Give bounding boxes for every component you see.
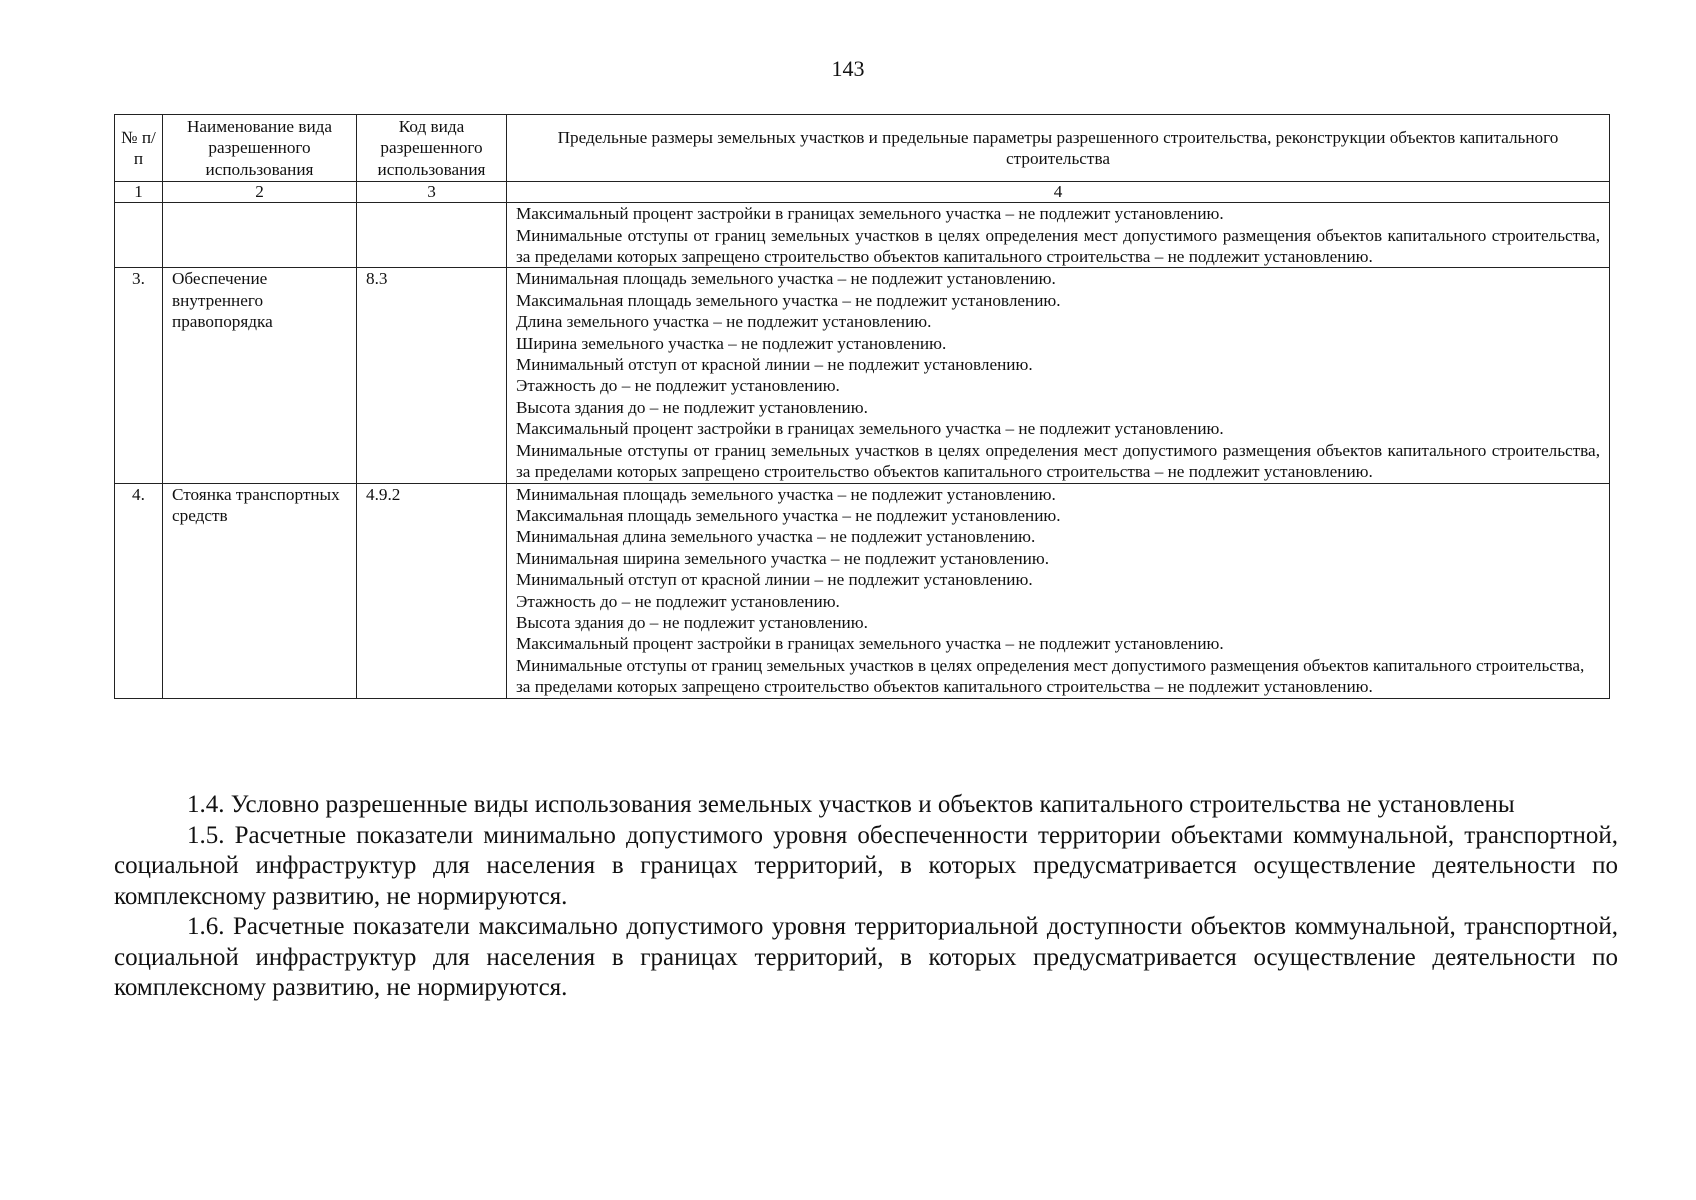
paragraph-1-6: 1.6. Расчетные показатели максимально допустимого уровня территориальной доступности объектов коммунальной, транспортной, социальной инфраструктур для населения в границах территорий, в которых предусматривается осуществление деятельности по комплексному развитию, не нормируются. <box>114 913 1618 1001</box>
param-line: Минимальная длина земельного участка – не подлежит установлению. <box>516 527 1036 547</box>
row-name-cell <box>163 203 357 268</box>
param-line: Максимальный процент застройки в границах земельного участка – не подлежит установлению. <box>516 419 1224 439</box>
paragraph-1-5: 1.5. Расчетные показатели минимально допустимого уровня обеспеченности территории объектами коммунальной, транспортной, социальной инфраструктур для населения в границах территорий, в которых предусматривается осуществление деятельности по комплексному развитию, не нормируются. <box>114 821 1618 910</box>
param-line: Длина земельного участка – не подлежит установлению. <box>516 312 932 332</box>
param-line: Максимальный процент застройки в границах земельного участка – не подлежит установлению. <box>516 634 1224 654</box>
param-line: Максимальный процент застройки в границах земельного участка – не подлежит установлению. <box>516 204 1224 224</box>
param-line: Максимальная площадь земельного участка – не подлежит установлению. <box>516 505 1061 525</box>
land-use-regulations-table <box>114 114 1610 699</box>
row-name-cell: Стоянка транспортных средств <box>163 483 357 698</box>
param-line: Высота здания до – не подлежит установлению. <box>516 397 868 417</box>
row-params-cell <box>507 203 1610 268</box>
param-line: Максимальная площадь земельного участка – не подлежит установлению. <box>516 290 1061 310</box>
row-code-cell <box>357 203 507 268</box>
param-line: Минимальные отступы от границ земельных участков в целях определения мест допустимого размещения объектов капитального строительства, за пределами которых запрещено строительство объектов капитального строительства – не подлежит установлению. <box>516 655 1585 697</box>
param-line: Минимальная ширина земельного участка – не подлежит установлению. <box>516 548 1050 568</box>
table-row <box>115 268 1610 483</box>
param-line: Высота здания до – не подлежит установлению. <box>516 612 868 632</box>
table-header-row <box>115 115 1610 182</box>
column-numbers-row <box>115 182 1610 203</box>
param-line: Минимальная площадь земельного участка – не подлежит установлению. <box>516 269 1056 289</box>
table-row <box>115 483 1610 698</box>
param-line: Минимальный отступ от красной линии – не подлежит установлению. <box>516 355 1033 375</box>
header-use-type-name: Наименование вида разрешенного использования <box>163 115 357 182</box>
row-params-cell <box>507 268 1610 483</box>
param-line: Минимальные отступы от границ земельных участков в целях определения мест допустимого размещения объектов капитального строительства, за пределами которых запрещено строительство объектов капитального строительства – не подлежит установлению. <box>516 225 1600 267</box>
row-code-cell: 8.3 <box>357 268 507 483</box>
param-line: Минимальная площадь земельного участка – не подлежит установлению. <box>516 484 1056 504</box>
body-text <box>114 790 1618 1004</box>
param-line: Этажность до – не подлежит установлению. <box>516 591 840 611</box>
page-number: 143 <box>831 56 865 81</box>
param-line: Ширина земельного участка – не подлежит установлению. <box>516 333 947 353</box>
row-number-cell <box>115 203 163 268</box>
param-line: Минимальные отступы от границ земельных участков в целях определения мест допустимого размещения объектов капитального строительства, за пределами которых запрещено строительство объектов капитального строительства – не подлежит установлению. <box>516 440 1600 482</box>
paragraph-1-4: 1.4. Условно разрешенные виды использования земельных участков и объектов капитального строительства не установлены <box>187 791 1515 818</box>
header-limit-parameters: Предельные размеры земельных участков и предельные параметры разрешенного строительства, реконструкции объектов капитального строительства <box>507 115 1610 182</box>
param-line: Минимальный отступ от красной линии – не подлежит установлению. <box>516 570 1033 590</box>
row-number-cell: 3. <box>115 268 163 483</box>
column-number: 1 <box>115 182 163 203</box>
column-number: 2 <box>163 182 357 203</box>
column-number: 4 <box>507 182 1610 203</box>
header-number: № п/п <box>115 115 163 182</box>
param-line: Этажность до – не подлежит установлению. <box>516 376 840 396</box>
table-row <box>115 203 1610 268</box>
row-code-cell: 4.9.2 <box>357 483 507 698</box>
row-params-cell <box>507 483 1610 698</box>
header-use-type-code: Код вида разрешенного использования <box>357 115 507 182</box>
row-number-cell: 4. <box>115 483 163 698</box>
column-number: 3 <box>357 182 507 203</box>
row-name-cell: Обеспечение внутреннего правопорядка <box>163 268 357 483</box>
